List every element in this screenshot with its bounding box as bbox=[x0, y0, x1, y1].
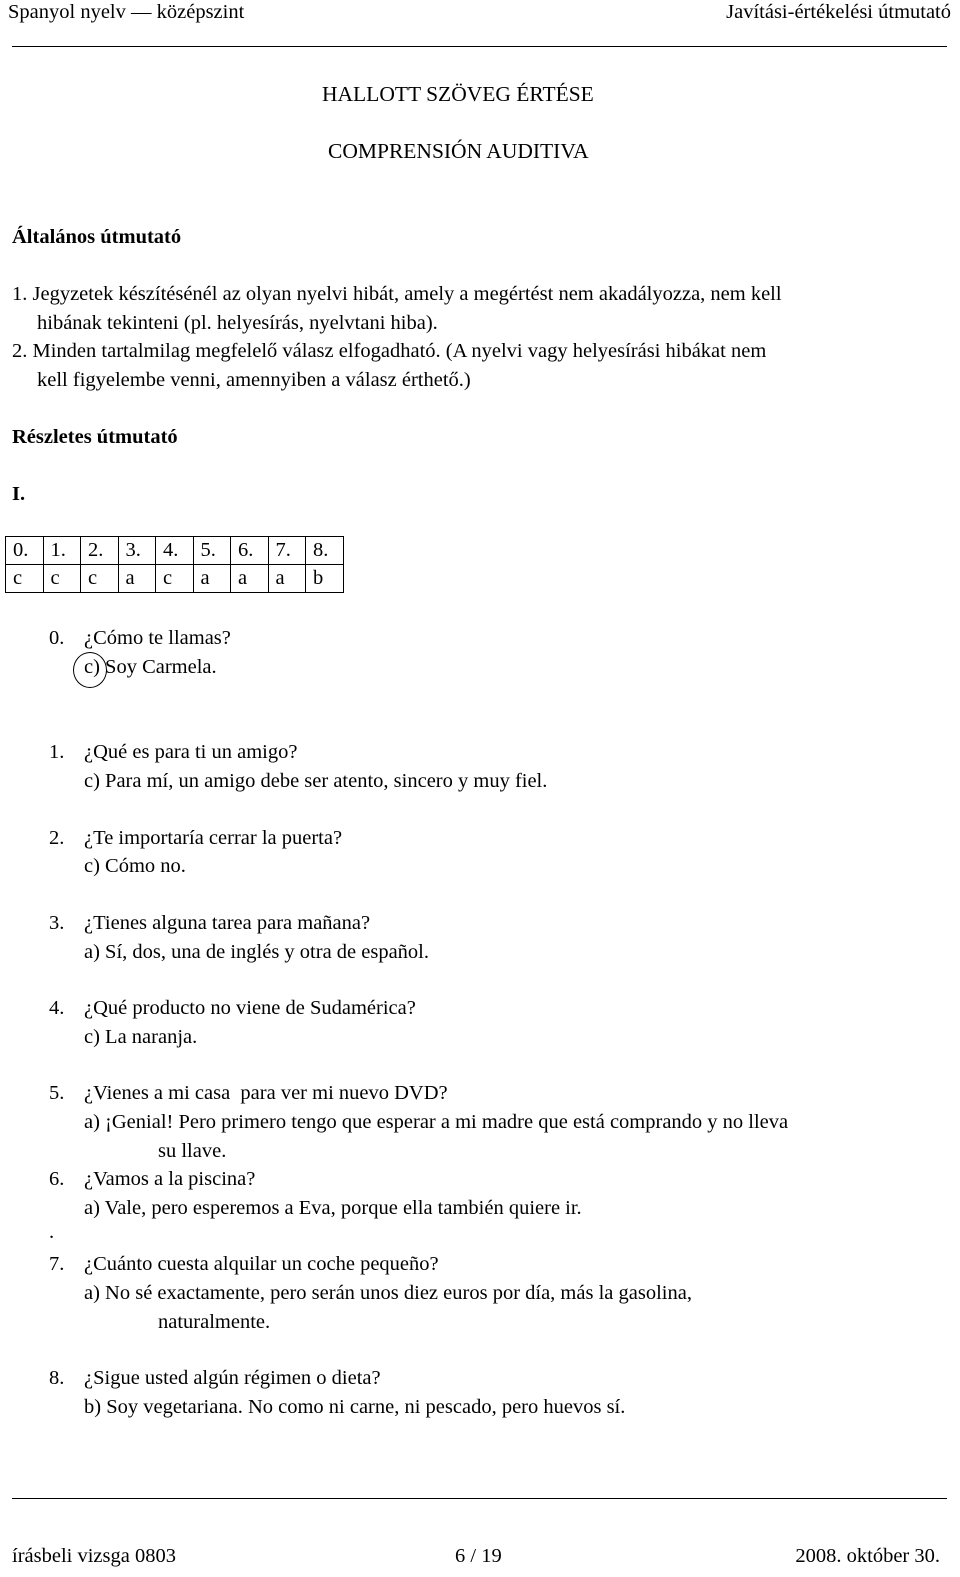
item-answer: c) Para mí, un amigo debe ser atento, sincero y muy fiel. bbox=[84, 770, 548, 792]
item-answer: a) Sí, dos, una de inglés y otra de español. bbox=[84, 941, 430, 963]
answer-key-number: 2. bbox=[81, 537, 119, 565]
answer-key-letter: a bbox=[231, 565, 269, 593]
answer-key-letter: a bbox=[193, 565, 231, 593]
item-answer: a) No sé exactamente, pero serán unos diez euros por día, más la gasolina, bbox=[84, 1282, 692, 1304]
item-number: 1. bbox=[49, 741, 65, 763]
item-number: 0. bbox=[49, 627, 65, 649]
header-left: Spanyol nyelv — középszint bbox=[8, 1, 245, 23]
item-number: 8. bbox=[49, 1367, 65, 1389]
general-item-2-line-1: 2. Minden tartalmilag megfelelő válasz elfogadható. (A nyelvi vagy helyesírási hibákat nem bbox=[12, 340, 767, 362]
item-number: 3. bbox=[49, 912, 65, 934]
item-number: 6. bbox=[49, 1168, 65, 1190]
answer-key-number: 0. bbox=[6, 537, 44, 565]
answer-key-number: 3. bbox=[118, 537, 156, 565]
item-number: 7. bbox=[49, 1253, 65, 1275]
item-answer: a) ¡Genial! Pero primero tengo que esperar a mi madre que está comprando y no lleva bbox=[84, 1111, 789, 1133]
answer-key-number: 6. bbox=[231, 537, 269, 565]
answer-key-letter: b bbox=[306, 565, 344, 593]
item-number: 4. bbox=[49, 997, 65, 1019]
answer-key-number: 4. bbox=[156, 537, 194, 565]
stray-period: . bbox=[49, 1221, 55, 1243]
section-label: I. bbox=[12, 483, 26, 505]
general-item-1-line-2: hibának tekinteni (pl. helyesírás, nyelvtani hiba). bbox=[37, 312, 438, 334]
footer-left: írásbeli vizsga 0803 bbox=[12, 1545, 176, 1567]
example-answer-circle bbox=[73, 652, 107, 688]
item-answer-continuation: su llave. bbox=[158, 1140, 227, 1162]
answer-key-number: 5. bbox=[193, 537, 231, 565]
item-question: ¿Vamos a la piscina? bbox=[84, 1168, 256, 1190]
detailed-heading: Részletes útmutató bbox=[12, 426, 178, 448]
item-question: ¿Tienes alguna tarea para mañana? bbox=[84, 912, 371, 934]
item-question: ¿Cómo te llamas? bbox=[84, 627, 231, 649]
item-answer-continuation: naturalmente. bbox=[158, 1311, 271, 1333]
header-right: Javítási-értékelési útmutató bbox=[726, 1, 951, 23]
item-answer: b) Soy vegetariana. No como ni carne, ni pescado, pero huevos sí. bbox=[84, 1396, 626, 1418]
answer-key-letter: c bbox=[6, 565, 44, 593]
item-question: ¿Qué producto no viene de Sudamérica? bbox=[84, 997, 416, 1019]
answer-key-table bbox=[5, 536, 344, 593]
item-question: ¿Vienes a mi casa para ver mi nuevo DVD? bbox=[84, 1082, 448, 1104]
answer-key-number: 8. bbox=[306, 537, 344, 565]
title-spanish: COMPRENSIÓN AUDITIVA bbox=[328, 139, 589, 163]
item-answer: c) La naranja. bbox=[84, 1026, 198, 1048]
item-number: 2. bbox=[49, 827, 65, 849]
item-answer: a) Vale, pero esperemos a Eva, porque ella también quiere ir. bbox=[84, 1197, 582, 1219]
answer-key-letter: c bbox=[156, 565, 194, 593]
answer-key-number: 7. bbox=[268, 537, 306, 565]
answer-key-letter: a bbox=[118, 565, 156, 593]
title-hungarian: HALLOTT SZÖVEG ÉRTÉSE bbox=[322, 82, 594, 106]
answer-key-letter: c bbox=[43, 565, 81, 593]
header-rule bbox=[12, 46, 947, 47]
item-answer: c) Soy Carmela. bbox=[84, 656, 217, 678]
item-question: ¿Sigue usted algún régimen o dieta? bbox=[84, 1367, 381, 1389]
item-question: ¿Te importaría cerrar la puerta? bbox=[84, 827, 343, 849]
item-question: ¿Qué es para ti un amigo? bbox=[84, 741, 298, 763]
general-heading: Általános útmutató bbox=[12, 226, 182, 248]
answer-key-numbers-row bbox=[6, 537, 344, 565]
general-item-2-line-2: kell figyelembe venni, amennyiben a válasz érthető.) bbox=[37, 369, 471, 391]
answer-key-letter: a bbox=[268, 565, 306, 593]
answer-key-letters-row bbox=[6, 565, 344, 593]
footer-rule bbox=[12, 1498, 947, 1499]
item-number: 5. bbox=[49, 1082, 65, 1104]
footer-date: 2008. október 30. bbox=[795, 1545, 940, 1567]
answer-key-letter: c bbox=[81, 565, 119, 593]
item-answer: c) Cómo no. bbox=[84, 855, 186, 877]
answer-key-number: 1. bbox=[43, 537, 81, 565]
general-item-1-line-1: 1. Jegyzetek készítésénél az olyan nyelvi hibát, amely a megértést nem akadályozza, nem kell bbox=[12, 283, 782, 305]
footer-page-number: 6 / 19 bbox=[455, 1545, 502, 1567]
item-question: ¿Cuánto cuesta alquilar un coche pequeño? bbox=[84, 1253, 439, 1275]
